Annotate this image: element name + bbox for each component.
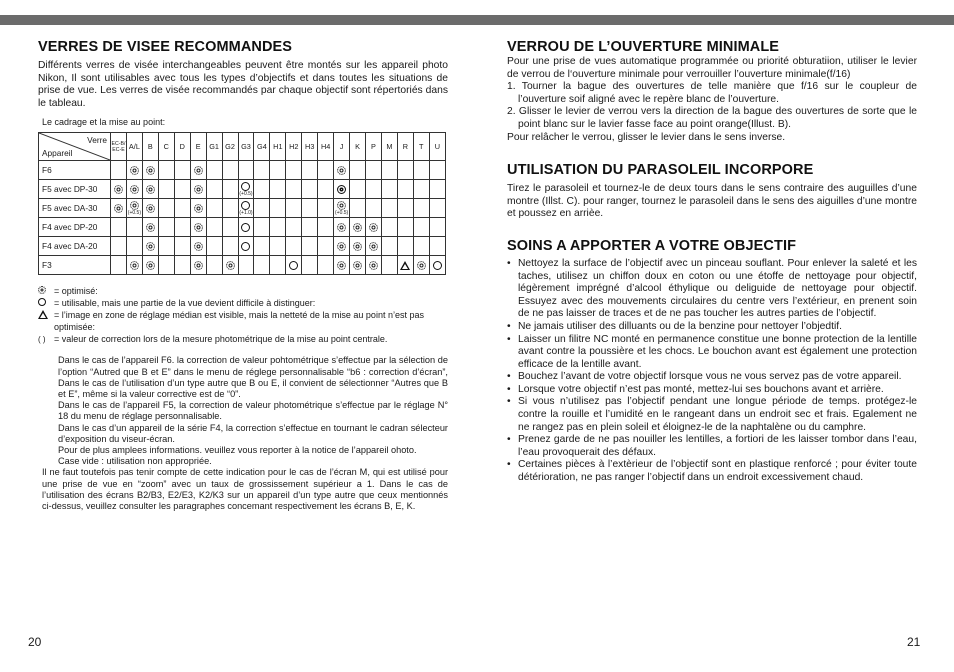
optimized-circle-icon	[337, 166, 346, 175]
row-label: F3	[39, 256, 111, 275]
table-cell	[111, 199, 127, 218]
table-cell	[158, 256, 174, 275]
table-cell	[381, 256, 397, 275]
legend-text: = valeur de correction lors de la mesure photométrique de la mise au point centrale.	[54, 334, 388, 345]
row-label: F4 avec DP-20	[39, 218, 111, 237]
section-title-viewing-screens: VERRES DE VISEE RECOMMANDES	[38, 39, 293, 55]
optimized-circle-icon	[114, 204, 123, 213]
bullet-dot: •	[507, 434, 511, 446]
table-cell	[174, 218, 190, 237]
lens-hood-text: Tirez le parasoleil et tournez-le de deux tours dans le sens contraire des auguilles d’une montre (Illst. C). pour ranger, tournez le parasoleil dans le sens des aiguilles d’une montre et poussez en arrièe.	[507, 183, 917, 220]
table-cell	[238, 256, 254, 275]
care-bullet-item	[507, 334, 917, 372]
optimized-circle-icon	[226, 261, 235, 270]
optimized-circle-icon	[38, 286, 46, 294]
table-cell	[111, 256, 127, 275]
table-cell	[190, 161, 206, 180]
table-cell	[222, 218, 238, 237]
legend-text: = utilisable, mais une partie de la vue devient difficile à distinguer:	[54, 298, 316, 309]
table-cell	[318, 256, 334, 275]
table-cell	[350, 237, 366, 256]
table-cell	[222, 199, 238, 218]
column-header: H2	[286, 133, 302, 161]
usable-circle-icon	[433, 261, 442, 270]
note-paragraph: Case vide : utilisation non appropriée.	[58, 456, 212, 467]
note-paragraph: Dans le cas de l’appareil F6. la correction de valeur pohtométrique s’effectue par la sélection de l’option “Autred que B et E” dans le menu de réglege personnalisable “b6 : correction d’écran”, Dans le cas de l’utilisation d’un type autre que B ou E, il convient de sélectionner “Autres que B et E”, même si la valeur corrective est de “0”.	[58, 355, 448, 399]
usable-circle-icon	[241, 223, 250, 232]
correction-value: (+0.5)	[334, 210, 349, 217]
table-cell	[238, 218, 254, 237]
table-cell	[302, 199, 318, 218]
table-cell	[350, 218, 366, 237]
step-item: 2. Glisser le levier de verrou vers la direction de la bague des ouvertures de sorte que le point blanc sur le lavier fasse face au point orange(Illust. B).	[507, 106, 917, 130]
column-header: P	[366, 133, 382, 161]
partial-triangle-icon	[400, 261, 410, 270]
table-cell	[158, 161, 174, 180]
optimized-circle-icon	[130, 185, 139, 194]
correction-value: (+0.5)	[239, 191, 253, 198]
table-cell	[190, 218, 206, 237]
optimized-circle-icon	[114, 185, 123, 194]
table-cell	[381, 218, 397, 237]
table-cell	[413, 237, 429, 256]
bullet-dot: •	[507, 333, 511, 345]
optimized-circle-icon	[369, 242, 378, 251]
row-label: F5 avec DA-30	[39, 199, 111, 218]
care-bullet-item	[507, 384, 917, 397]
table-cell	[334, 218, 350, 237]
table-cell	[111, 161, 127, 180]
table-cell	[111, 180, 127, 199]
optimized-circle-icon	[130, 201, 139, 210]
table-cell	[413, 199, 429, 218]
bullet-dot: •	[507, 396, 511, 408]
optimized-circle-icon	[146, 242, 155, 251]
row-label: F6	[39, 161, 111, 180]
table-cell	[206, 218, 222, 237]
column-header: K	[350, 133, 366, 161]
bullet-dot: •	[507, 383, 511, 395]
table-cell	[222, 237, 238, 256]
table-legend	[38, 285, 448, 346]
table-cell	[142, 237, 158, 256]
step-item: 1. Tourner la bague des ouvertures de telle manière que f/16 sur le coupleur de l’ouverture soif aligné avec le repère blanc de l’ouverture.	[507, 81, 917, 105]
column-header: U	[429, 133, 445, 161]
lens-care-list	[507, 258, 917, 485]
table-cell	[254, 256, 270, 275]
table-cell	[429, 199, 445, 218]
column-header: G2	[222, 133, 238, 161]
table-cell	[302, 180, 318, 199]
optimized-circle-icon	[146, 185, 155, 194]
table-cell	[206, 199, 222, 218]
bullet-text: Nettoyez la surface de l’objectif avec un pinceau souflant. Pour enlever la saleté et les taches, utilisez un chiffon doux en coton ou une étoffe de nettoyage pour objectif, légèrement imprégné d’alcool éthylique ou deliguide de nettoyage pour objectif. Essuyez avec des mouvements circulaires du centre vers l’extérieur, en prenent soin de ne pas laisser de traces et de ne pas toucher les autres parties de l’objectif.	[518, 257, 917, 320]
correction-value: (+1.0)	[239, 210, 253, 217]
table-cell	[381, 237, 397, 256]
bullet-text: Lorsque votre objectif n’est pas monté, mettez-lui ses bouchons avant et arrière.	[518, 383, 884, 395]
table-cell	[318, 180, 334, 199]
bullet-dot: •	[507, 320, 511, 332]
table-row	[39, 218, 446, 237]
column-header: H3	[302, 133, 318, 161]
table-cell	[126, 161, 142, 180]
optimized-circle-icon	[194, 185, 203, 194]
optimized-circle-icon	[353, 261, 362, 270]
note-paragraph: Dans le cas de l’appareil F5, la correction de valeur photométrique s’effectue par le réglage N° 18 du menu de réglage personnalisable.	[58, 400, 448, 422]
table-cell	[429, 237, 445, 256]
optimized-circle-icon	[337, 185, 346, 194]
table-cell	[142, 180, 158, 199]
table-cell	[286, 256, 302, 275]
table-cell	[126, 237, 142, 256]
column-header: EC-B/ EC-E	[111, 133, 127, 161]
parenthesis-icon: ( )	[38, 335, 46, 345]
optimized-circle-icon	[130, 166, 139, 175]
table-cell	[318, 199, 334, 218]
table-cell	[158, 237, 174, 256]
partial-triangle-icon	[38, 310, 48, 319]
table-cell	[158, 218, 174, 237]
optimized-circle-icon	[130, 261, 139, 270]
table-cell	[397, 199, 413, 218]
left-page: VERRES DE VISEE RECOMMANDES Différents verres de visée interchangeables peuvent être montés sur les appareil photo Nikon, Il sont utilisables avec tous les types d’objectifs et dans toutes les situations de prise de vue. Les verres de visée recommandés par chaque objectif sont répertoriés dans le tableau. Le cadrage et la mise au point: Verre Appareil EC-B/ EC-E A/L B C D E G1 G2 G3 G4 H1 H2 H3 H4 J K P M R T U F6 F5 avec DP-30 (+0.5) F5 avec DA-30 (+0.5) (+1.0) (+0.5) F4 avec DP-20 F4 avec DA-20 F3 = optimisé: = utilisable, mais une partie de la vue devient difficile à distinguer: = l’image en zone de réglage médian est visible, mais la netteté de la mise au point n’est pas optimisée: ( ) = valeur de correction lors de la mesure photométrique de la mise au point centrale. Dans le cas de l’appareil F6. la correction de valeur pohtométrique s’effectue par la sélection de l’option “Autred que B et E” dans le menu de réglege personnalisable “b6 : correction d’écran”, Dans le cas de l’utilisation d’un type autre que B ou E, il convient de sélectionner “Autres que B et E”, même si la valeur corrective est de “0”. Dans le cas de l’appareil F5, la correction de valeur photométrique s’effectue par le réglage N° 18 du menu de réglage personnalisable. Dans le cas d’un appareil de la série F4, la correction s’effectue en tournant le cadran sélecteur d’exposition du viseur-écran. Pour de plus amplees informations. veuillez vous reporter à la notice de l’appareil ohoto. Case vide : utilisation non appropriée. Il ne faut toutefois pas tenir compte de cette indication pour le cas de l’écran M, qui est utilisé pour une prise de vue en “zoom” avec un taux de grossissement supérieur a 1. Dans le cas de l’utilisation des écrans B2/B3, E2/E3, K2/K3 sur un appareil d’un type autre que ceux mentionnés ci-dessus, veuillez consulter les paragraphes concemant respectivement les écrans B, E, K. 20	[28, 39, 448, 649]
table-cell	[318, 218, 334, 237]
table-row	[39, 256, 446, 275]
table-cell	[366, 199, 382, 218]
table-cell	[334, 180, 350, 199]
optimized-circle-icon	[337, 201, 346, 210]
table-cell	[366, 218, 382, 237]
column-header: C	[158, 133, 174, 161]
table-cell	[126, 218, 142, 237]
table-cell	[350, 161, 366, 180]
table-cell	[397, 218, 413, 237]
care-bullet-item	[507, 396, 917, 434]
table-cell	[238, 199, 254, 218]
table-cell	[270, 199, 286, 218]
table-cell	[238, 180, 254, 199]
table-cell	[397, 180, 413, 199]
care-bullet-item	[507, 321, 917, 334]
table-cell	[174, 256, 190, 275]
table-cell	[413, 180, 429, 199]
table-cell	[111, 218, 127, 237]
optimized-circle-icon	[353, 242, 362, 251]
table-cell	[254, 218, 270, 237]
table-cell	[238, 237, 254, 256]
table-cell	[397, 256, 413, 275]
care-bullet-item	[507, 459, 917, 484]
table-cell	[397, 161, 413, 180]
table-cell	[429, 218, 445, 237]
optimized-circle-icon	[146, 223, 155, 232]
table-cell	[206, 180, 222, 199]
table-cell	[174, 237, 190, 256]
correction-value: (+0.5)	[127, 210, 141, 217]
optimized-circle-icon	[337, 223, 346, 232]
optimized-circle-icon	[194, 242, 203, 251]
table-row	[39, 199, 446, 218]
column-header: B	[142, 133, 158, 161]
table-cell	[286, 237, 302, 256]
optimized-circle-icon	[337, 242, 346, 251]
table-cell	[174, 161, 190, 180]
optimized-circle-icon	[146, 166, 155, 175]
screen-compatibility-table	[38, 132, 446, 275]
table-cell	[270, 237, 286, 256]
legend-item	[38, 297, 448, 309]
table-cell	[126, 256, 142, 275]
column-header: D	[174, 133, 190, 161]
bullet-text: Si vous n’utilisez pas l’objectif pendant une longue période de temps. protégez-le contre la rouille et l’umidité en le rangeant dans un endroit sec et frais. Egalement ne ne rangez pas en plein soleil et éloignez-le de la naphtalène ou du camphre.	[518, 396, 917, 433]
header-appareil-label: Appareil	[42, 148, 73, 159]
legend-text: = l’image en zone de réglage médian est visible, mais la netteté de la mise au point n’est pas optimisée:	[54, 310, 424, 333]
table-row	[39, 161, 446, 180]
row-label: F4 avec DA-20	[39, 237, 111, 256]
table-cell	[413, 218, 429, 237]
optimized-circle-icon	[369, 261, 378, 270]
table-cell	[381, 161, 397, 180]
table-cell	[302, 161, 318, 180]
table-cell	[366, 161, 382, 180]
table-cell	[206, 256, 222, 275]
table-cell	[429, 256, 445, 275]
table-cell	[190, 237, 206, 256]
table-cell	[222, 180, 238, 199]
bullet-text: Prenez garde de ne pas nouiller les lentilles, a fortiori de les laisser tombor dans l’eau, l’eau provoquerait des défaux.	[518, 434, 917, 458]
table-cell	[286, 180, 302, 199]
table-notes	[38, 355, 448, 512]
table-cell	[302, 218, 318, 237]
table-row	[39, 180, 446, 199]
table-row	[39, 237, 446, 256]
table-cell	[381, 199, 397, 218]
table-cell	[270, 180, 286, 199]
aperture-lock-release: Pour relâcher le verrou, glisser le levier dans le sens inverse.	[507, 131, 786, 143]
table-cell	[222, 256, 238, 275]
optimized-circle-icon	[194, 204, 203, 213]
table-cell	[350, 256, 366, 275]
table-cell	[254, 237, 270, 256]
table-cell	[190, 180, 206, 199]
note-paragraph-flush: Il ne faut toutefois pas tenir compte de cette indication pour le cas de l’écran M, qui est utilisé pour une prise de vue en “zoom” avec un taux de grossissement supérieur a 1. Dans le cas de l’utilisation des écrans B2/B3, E2/E3, K2/K3 sur un appareil d’un type autre que ceux mentionnés ci-dessus, veuillez consulter les paragraphes concemant respectivement les écrans B, E, K.	[42, 467, 448, 512]
right-page: VERROU DE L’OUVERTURE MINIMALE Pour une prise de vues automatique programmée ou priorité obturatiion, utiliser le levier de verrou de l‘ouverture minimale pour verrouiller l’ouverture minimale(f/16) 1. Tourner la bague des ouvertures de telle manière que f/16 sur le coupleur de l’ouverture soif aligné avec le repère blanc de l’ouverture. 2. Glisser le levier de verrou vers la direction de la bague des ouvertures de sorte que le point blanc sur le lavier fasse face au point orange(Illust. B). Pour relâcher le verrou, glisser le levier dans le sens inverse. UTILISATION DU PARASOLEIL INCORPORE Tirez le parasoleil et tournez-le de deux tours dans le sens contraire des auguilles d’une montre (Illst. C). pour ranger, tournez le parasoleil dans le sens des aiguilles d’une montre et poussez en arrièe. SOINS A APPORTER A VOTRE OBJECTIF • Nettoyez la surface de l’objectif avec un pinceau souflant. Pour enlever la saleté et les taches, utilisez un chiffon doux en coton ou une étoffe de nettoyage pour objectif, légèrement imprégné d’alcool éthylique ou deliguide de nettoyage pour objectif. Essuyez avec des mouvements circulaires du centre vers l’extérieur, en prenent soin de ne pas laisser de traces et de ne pas toucher les autres parties de l’objectif. • Ne jamais utiliser des dilluants ou de la benzine pour nettoyer l’objedtif. • Laisser un filitre NC monté en permanence constitue une bonne protection de la lentille avant contre la poussière et les chocs. Le bouchon avant est également une protection efficace de la lentille avant. • Bouchez l’avant de votre objectif lorsque vous ne vous servez pas de votre appareil. • Lorsque votre objectif n’est pas monté, mettez-lui ses bouchons avant et arrière. • Si vous n’utilisez pas l’objectif pendant une longue période de temps. protégez-le contre la rouille et l’umidité en le rangeant dans un endroit sec et frais. Egalement ne ne rangez pas en plein soleil et éloignez-le de la naphtalène ou du camphre. • Prenez garde de ne pas nouiller les lentilles, a fortiori de les laisser tombor dans l’eau, l’eau provoquerait des défaux. • Certaines pièces à l’extèrieur de l’objectif sont en plastique renforcé ; pour éviter toute détérioration, ne pas ranger l’objectif dans un endroit excessivement chaud. 21	[507, 39, 921, 649]
table-cell	[286, 218, 302, 237]
aperture-lock-intro: Pour une prise de vues automatique programmée ou priorité obturatiion, utiliser le levier de verrou de l‘ouverture minimale pour verrouiller l’ouverture minimale(f/16)	[507, 56, 917, 80]
aperture-lock-steps	[507, 81, 917, 131]
section-title-aperture-lock: VERROU DE L’OUVERTURE MINIMALE	[507, 39, 780, 55]
column-header: M	[381, 133, 397, 161]
table-cell	[270, 161, 286, 180]
legend-item	[38, 285, 448, 297]
table-cell	[302, 237, 318, 256]
table-cell	[381, 180, 397, 199]
column-header: H1	[270, 133, 286, 161]
table-cell	[142, 256, 158, 275]
section-title-lens-hood: UTILISATION DU PARASOLEIL INCORPORE	[507, 162, 814, 179]
note-paragraph: Pour de plus amplees informations. veuillez vous reporter à la notice de l’appareil ohoto.	[58, 445, 417, 455]
table-cell	[302, 256, 318, 275]
bullet-dot: •	[507, 371, 511, 383]
legend-text: = optimisé:	[54, 286, 98, 297]
optimized-circle-icon	[194, 166, 203, 175]
care-bullet-item	[507, 258, 917, 321]
usable-circle-icon	[289, 261, 298, 270]
usable-circle-icon	[241, 242, 250, 251]
optimized-circle-icon	[353, 223, 362, 232]
table-cell	[238, 161, 254, 180]
optimized-circle-icon	[146, 204, 155, 213]
column-header: J	[334, 133, 350, 161]
table-cell	[142, 199, 158, 218]
bullet-text: Bouchez l’avant de votre objectif lorsque vous ne vous servez pas de votre appareil.	[518, 371, 902, 383]
table-cell	[366, 256, 382, 275]
table-cell	[429, 161, 445, 180]
table-cell	[174, 180, 190, 199]
table-cell	[111, 237, 127, 256]
table-cell	[142, 161, 158, 180]
table-cell	[334, 199, 350, 218]
bullet-dot: •	[507, 257, 511, 269]
row-label: F5 avec DP-30	[39, 180, 111, 199]
table-cell	[206, 237, 222, 256]
bullet-dot: •	[507, 459, 511, 471]
legend-item	[38, 309, 448, 333]
table-cell	[254, 180, 270, 199]
table-cell	[126, 199, 142, 218]
table-cell	[413, 161, 429, 180]
table-cell	[397, 237, 413, 256]
column-header: E	[190, 133, 206, 161]
table-cell	[254, 161, 270, 180]
optimized-circle-icon	[194, 223, 203, 232]
legend-item	[38, 333, 448, 346]
table-cell	[270, 218, 286, 237]
table-cell	[174, 199, 190, 218]
optimized-circle-icon	[337, 261, 346, 270]
table-cell	[318, 161, 334, 180]
top-rule	[0, 15, 954, 25]
table-cell	[366, 180, 382, 199]
table-caption: Le cadrage et la mise au point:	[42, 117, 166, 128]
table-cell	[254, 199, 270, 218]
table-cell	[158, 180, 174, 199]
care-bullet-item	[507, 371, 917, 384]
table-cell	[126, 180, 142, 199]
column-header: R	[397, 133, 413, 161]
optimized-circle-icon	[146, 261, 155, 270]
table-cell	[366, 237, 382, 256]
table-cell	[413, 256, 429, 275]
table-cell	[222, 161, 238, 180]
column-header: G4	[254, 133, 270, 161]
table-cell	[286, 199, 302, 218]
bullet-text: Ne jamais utiliser des dilluants ou de la benzine pour nettoyer l’objedtif.	[518, 320, 842, 332]
table-cell	[318, 237, 334, 256]
column-header: H4	[318, 133, 334, 161]
usable-circle-icon	[38, 298, 46, 306]
table-cell	[334, 237, 350, 256]
bullet-text: Certaines pièces à l’extèrieur de l’objectif sont en plastique renforcé ; pour éviter toute détérioration, ne pas ranger l’objectif dans un endroit excessivement chaud.	[518, 459, 917, 484]
bullet-text: Laisser un filitre NC monté en permanence constitue une bonne protection de la lentille avant contre la poussière et les chocs. Le bouchon avant est également une protection efficace de la lentille avant.	[518, 333, 917, 370]
table-cell	[158, 199, 174, 218]
column-header: A/L	[126, 133, 142, 161]
table-cell	[334, 256, 350, 275]
section-title-lens-care: SOINS A APPORTER A VOTRE OBJECTIF	[507, 237, 797, 254]
header-verre-label: Verre	[87, 135, 107, 146]
table-cell	[350, 199, 366, 218]
table-cell	[429, 180, 445, 199]
optimized-circle-icon	[194, 261, 203, 270]
table-cell	[334, 161, 350, 180]
care-bullet-item	[507, 434, 917, 459]
table-cell	[350, 180, 366, 199]
table-cell	[190, 256, 206, 275]
note-paragraph: Dans le cas d’un appareil de la série F4, la correction s’effectue en tournant le cadran sélecteur d’exposition du viseur-écran.	[58, 422, 448, 444]
table-cell	[206, 161, 222, 180]
column-header: G3	[238, 133, 254, 161]
table-cell	[190, 199, 206, 218]
column-header: G1	[206, 133, 222, 161]
optimized-circle-icon	[417, 261, 426, 270]
optimized-circle-icon	[369, 223, 378, 232]
usable-circle-icon	[241, 201, 250, 210]
usable-circle-icon	[241, 182, 250, 191]
table-cell	[142, 218, 158, 237]
table-cell	[270, 256, 286, 275]
table-cell	[286, 161, 302, 180]
table-corner-header	[39, 133, 111, 161]
intro-paragraph: Différents verres de visée interchangeables peuvent être montés sur les appareil photo Nikon, Il sont utilisables avec tous les types d’objectifs et dans toutes les situations de prise de vue. Les verres de visée recommandés par chaque objectif sont répertoriés dans le tableau.	[38, 60, 448, 109]
column-header: T	[413, 133, 429, 161]
